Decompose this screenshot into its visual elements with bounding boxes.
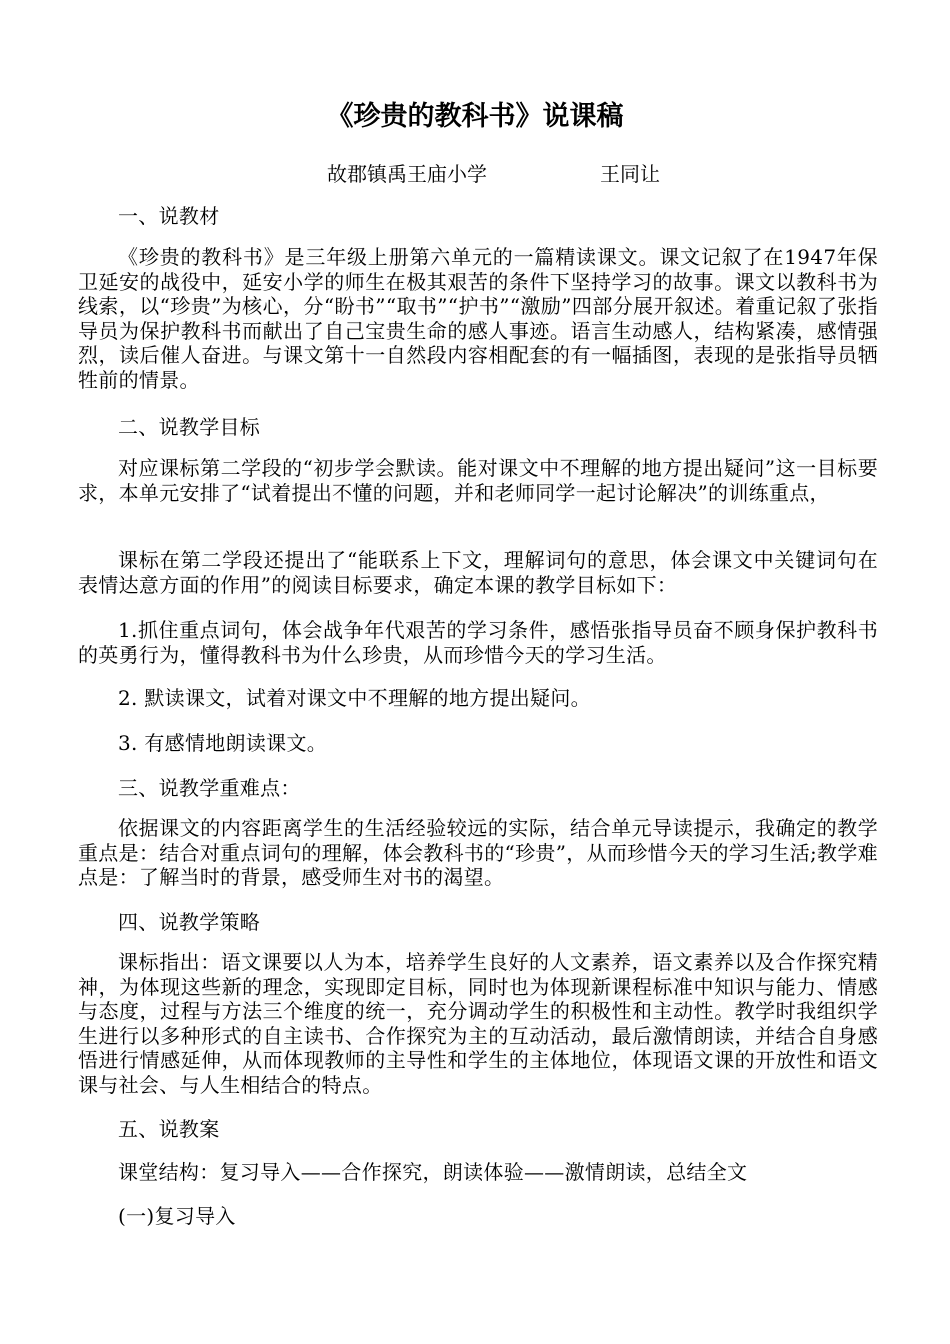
section-heading-5: 五、说教案 [118, 1117, 220, 1141]
school-name: 故郡镇禹王庙小学 [327, 162, 487, 186]
byline [0, 158, 950, 190]
author-name: 王同让 [600, 162, 660, 186]
paragraph-key-points: 依据课文的内容距离学生的生活经验较远的实际，结合单元导读提示，我确定的教学重点是：结合对重点词句的理解，体会教科书的“珍贵”，从而珍惜今天的学习生活;教学难点是：了解当时的背景，感受师生对书的渴望。 [78, 816, 878, 890]
document-title: 《珍贵的教科书》说课稿 [326, 101, 624, 132]
paragraph-textbook-intro: 《珍贵的教科书》是三年级上册第六单元的一篇精读课文。课文记叙了在1947年保卫延安的战役中，延安小学的师生在极其艰苦的条件下坚持学习的故事。课文以教科书为线索，以“珍贵”为核心，分“盼书”“取书”“护书”“激励”四部分展开叙述。着重记叙了张指导员为保护教科书而献出了自己宝贵生命的感人事迹。语言生动感人，结构紧凑，感情强烈，读后催人奋进。与课文第十一自然段内容相配套的有一幅插图，表现的是张指导员牺牲前的情景。 [78, 245, 878, 392]
section-heading-1: 一、说教材 [118, 204, 220, 228]
paragraph-teaching-strategy: 课标指出：语文课要以人为本，培养学生良好的人文素养，语文素养以及合作探究精神，为体现这些新的理念，实现即定目标，同时也为体现新课程标准中知识与能力、情感与态度，过程与方法三个维度的统一，充分调动学生的积极性和主动性。教学时我组织学生进行以多种形式的自主读书、合作探究为主的互动活动，最后激情朗读，并结合自身感悟进行情感延伸，从而体现教师的主导性和学生的主体地位，体现语文课的开放性和语文课与社会、与人生相结合的特点。 [78, 950, 878, 1097]
teaching-goal-2: 2. 默读课文，试着对课文中不理解的地方提出疑问。 [118, 686, 591, 710]
section-heading-4: 四、说教学策略 [118, 910, 261, 934]
paragraph-curriculum-goal: 对应课标第二学段的“初步学会默读。能对课文中不理解的地方提出疑问”这一目标要求，本单元安排了“试着提出不懂的问题，并和老师同学一起讨论解决”的训练重点， [78, 456, 878, 505]
step-review-intro: (一)复习导入 [118, 1204, 236, 1228]
class-structure: 课堂结构：复习导入——合作探究，朗读体验——激情朗读，总结全文 [118, 1160, 748, 1184]
teaching-goal-1: 1.抓住重点词句，体会战争年代艰苦的学习条件，感悟张指导员奋不顾身保护教科书的英勇行为，懂得教科书为什么珍贵，从而珍惜今天的学习生活。 [78, 618, 878, 667]
section-heading-3: 三、说教学重难点： [118, 776, 301, 800]
section-heading-2: 二、说教学目标 [118, 415, 261, 439]
paragraph-teaching-goals-intro: 课标在第二学段还提出了“能联系上下文，理解词句的意思，体会课文中关键词句在表情达意方面的作用”的阅读目标要求，确定本课的教学目标如下： [78, 548, 878, 597]
teaching-goal-3: 3. 有感情地朗读课文。 [118, 731, 328, 755]
